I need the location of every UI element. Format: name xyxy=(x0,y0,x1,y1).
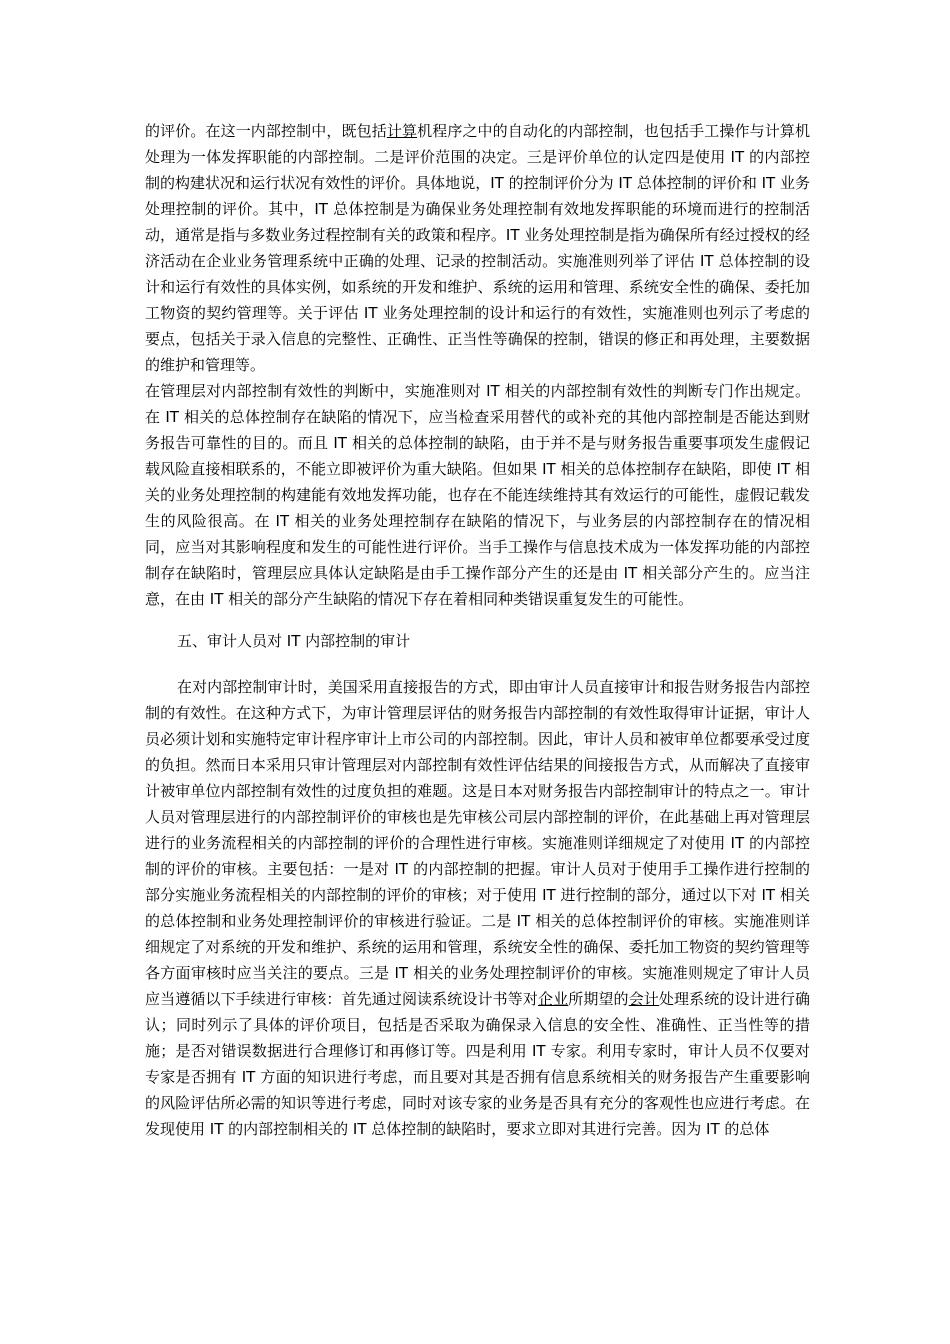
document-page xyxy=(145,118,810,1142)
paragraph-text: 机程序之中的自动化的内部控制，也包括手工操作与计算机处理为一体发挥职能的内部控制。二是评价范围的决定。三是评价单位的认定四是使用 IT 的内部控制的构建状况和运行状况有效性的评价。具体地说，IT 的控制评价分为 IT 总体控制的评价和 IT 业务处理控制的评价。其中，IT 总体控制是为确保业务处理控制有效地发挥职能的环境而进行的控制活动，通常是指与多数业务过程控制有关的政策和程序。IT 业务处理控制是指为确保所有经过授权的经济活动在企业业务管理系统中正确的处理、记录的控制活动。实施准则列举了评估 IT 总体控制的设计和运行有效性的具体实例，如系统的开发和维护、系统的运用和管理、系统安全性的确保、委托加工物资的契约管理等。关于评估 IT 业务处理控制的设计和运行的有效性，实施准则也列示了考虑的要点，包括关于录入信息的完整性、正确性、正当性等确保的控制，错误的修正和再处理，主要数据的维护和管理等。 xyxy=(145,122,810,374)
link-kuaiji[interactable]: 会计 xyxy=(628,990,659,1008)
paragraph-text: 的评价。在这一内部控制中，既包括 xyxy=(145,122,387,140)
link-qiye[interactable]: 企业 xyxy=(537,990,569,1008)
section-heading: 五、审计人员对 IT 内部控制的审计 xyxy=(177,632,411,650)
paragraph-text: 所期望的 xyxy=(568,990,629,1008)
paragraph-auditor-review xyxy=(145,674,810,1142)
link-jisuan[interactable]: 计算 xyxy=(386,122,418,140)
paragraph-text: 在对内部控制审计时，美国采用直接报告的方式，即由审计人员直接审计和报告财务报告内部控制的有效性。在这种方式下，为审计管理层评估的财务报告内部控制的有效性取得审计证据，审计人员必须计划和实施特定审计程序审计上市公司的内部控制。因此，审计人员和被审单位都要承受过度的负担。然而日本采用只审计管理层对内部控制有效性评估结果的间接报告方式，从而解决了直接审计被审单位内部控制有效性的过度负担的难题。这是日本对财务报告内部控制审计的特点之一。审计人员对管理层进行的内部控制评价的审核也是先审核公司层内部控制的评价，在此基础上再对管理层进行的业务流程相关的内部控制的评价的合理性进行审核。实施准则详细规定了对使用 IT 的内部控制的评价的审核。主要包括：一是对 IT 的内部控制的把握。审计人员对于使用手工操作进行控制的部分实施业务流程相关的内部控制的评价的审核；对于使用 IT 进行控制的部分，通过以下对 IT 相关的总体控制和业务处理控制评价的审核进行验证。二是 IT 相关的总体控制评价的审核。实施准则详细规定了对系统的开发和维护、系统的运用和管理，系统安全性的确保、委托加工物资的契约管理等各方面审核时应当关注的要点。三是 IT 相关的业务处理控制评价的审核。实施准则规定了审计人员应当遵循以下手续进行审核：首先通过阅读系统设计书等对 xyxy=(145,678,810,1008)
paragraph-text: 处理系统的设计进行确认；同时列示了具体的评价项目，包括是否采取为确保录入信息的安全性、准确性、正当性等的措施；是否对错误数据进行合理修订和再修订等。四是利用 IT 专家。利用专家时，审计人员不仅要对专家是否拥有 IT 方面的知识进行考虑，而且要对其是否拥有信息系统相关的财务报告产生重要影响的风险评估所必需的知识等进行考虑，同时对该专家的业务是否具有充分的客观性也应进行考虑。在发现使用 IT 的内部控制相关的 IT 总体控制的缺陷时，要求立即对其进行完善。因为 IT 的总体 xyxy=(145,990,810,1138)
paragraph-management-judgment: 在管理层对内部控制有效性的判断中，实施准则对 IT 相关的内部控制有效性的判断专门作出规定。在 IT 相关的总体控制存在缺陷的情况下，应当检查采用替代的或补充的其他内部控制是否能达到财务报告可靠性的目的。而且 IT 相关的总体控制的缺陷，由于并不是与财务报告重要事项发生虚假记载风险直接相联系的，不能立即被评价为重大缺陷。但如果 IT 相关的总体控制存在缺陷，即使 IT 相关的业务处理控制的构建能有效地发挥功能，也存在不能连续维持其有效运行的可能性，虚假记载发生的风险很高。在 IT 相关的业务处理控制存在缺陷的情况下，与业务层的内部控制存在的情况相同，应当对其影响程度和发生的可能性进行评价。当手工操作与信息技术成为一体发挥功能的内部控制存在缺陷时，管理层应具体认定缺陷是由手工操作部分产生的还是由 IT 相关部分产生的。应当注意，在由 IT 相关的部分产生缺陷的情况下存在着相同种类错误重复发生的可能性。 xyxy=(145,382,810,608)
paragraph-it-control-evaluation xyxy=(145,118,810,378)
